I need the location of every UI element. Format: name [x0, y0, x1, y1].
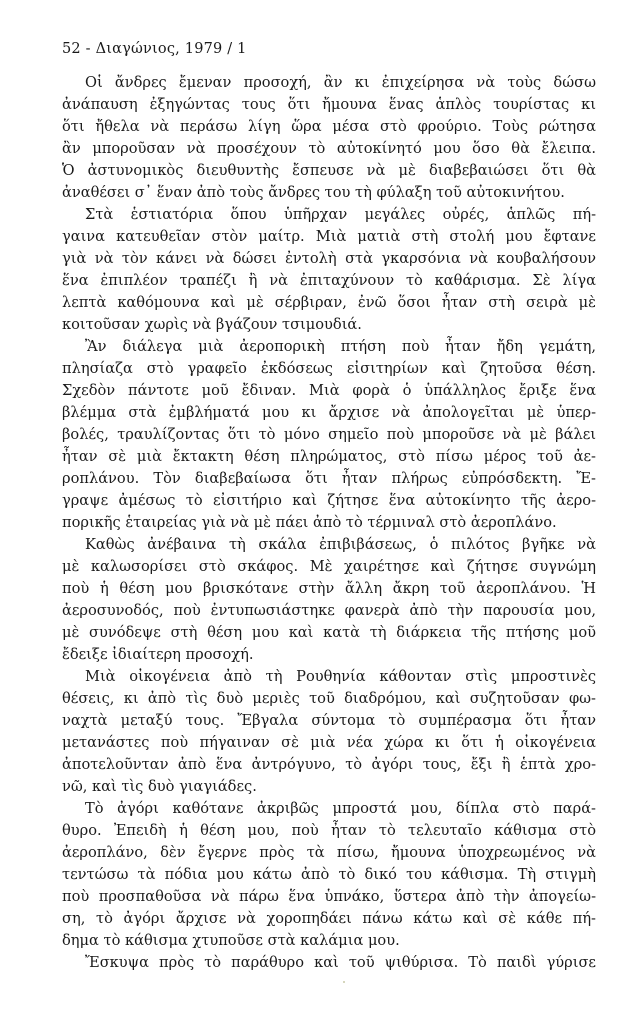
text-line: γραψε ἀμέσως τὸ εἰσιτήριο καὶ ζήτησε ἕνα αὐτοκίνητο τῆς ἀερο- — [62, 492, 596, 509]
text-line: ποὺ προσπαθοῦσα νὰ πάρω ἕνα ὑπνάκο, ὕστερα ἀπὸ τὴν ἀπογείω- — [62, 888, 596, 905]
text-line: μετανάστες ποὺ πήγαιναν σὲ μιὰ νέα χώρα κι ὅτι ἡ οἰκογένεια — [62, 734, 596, 751]
text-line: βλέμμα στὰ ἐμβλήματά μου κι ἄρχισε νὰ ἀπολογεῖται μὲ ὑπερ- — [62, 404, 596, 421]
text-line: ἀνάπαυση ἐξηγώντας τους ὅτι ἤμουνα ἕνας ἁπλὸς τουρίστας κι — [62, 96, 596, 113]
text-line: Μιὰ οἰκογένεια ἀπὸ τὴ Ρουθηνία κάθονταν στὶς μπροστινὲς — [85, 668, 596, 685]
text-line: Ἔσκυψα πρὸς τὸ παράθυρο καὶ τοῦ ψιθύρισα. Τὸ παιδὶ γύρισε — [85, 954, 596, 971]
text-line: ση, τὸ ἀγόρι ἄρχισε νὰ χοροπηδάει πάνω κάτω καὶ σὲ κάθε πή- — [62, 910, 596, 927]
text-line: γαινα κατευθεῖαν στὸν μαίτρ. Μιὰ ματιὰ στὴ στολή μου ἔφτανε — [62, 228, 596, 245]
text-line: πλησίαζα στὸ γραφεῖο ἐκδόσεως εἰσιτηρίων καὶ ζητοῦσα θέση. — [62, 360, 596, 377]
text-line: ἀποτελοῦνταν ἀπὸ ἕνα ἀντρόγυνο, τὸ ἀγόρι τους, ἔξι ἢ ἑπτὰ χρο- — [62, 756, 596, 773]
paper-speck — [343, 981, 345, 983]
text-line: Στὰ ἑστιατόρια ὅπου ὑπῆρχαν μεγάλες οὐρές, ἁπλῶς πή- — [85, 206, 596, 223]
text-line: Καθὼς ἀνέβαινα τὴ σκάλα ἐπιβιβάσεως, ὁ πιλότος βγῆκε νὰ — [85, 536, 596, 553]
text-line: μὲ καλωσορίσει στὸ σκάφος. Μὲ χαιρέτησε καὶ ζήτησε συγνώμη — [62, 558, 596, 575]
text-line: ὅτι ἤθελα νὰ περάσω λίγη ὥρα μέσα στὸ φρούριο. Τοὺς ρώτησα — [62, 118, 596, 135]
text-line: δημα τὸ κάθισμα χτυποῦσε στὰ καλάμια μου. — [62, 932, 400, 949]
text-line: ἔδειξε ἰδιαίτερη προσοχή. — [62, 646, 254, 663]
text-line: μὲ συνόδεψε στὴ θέση μου καὶ κατὰ τὴ διάρκεια τῆς πτήσης μοῦ — [62, 624, 596, 641]
text-line: θέσεις, κι ἀπὸ τὶς δυὸ μεριὲς τοῦ διαδρόμου, καὶ συζητοῦσαν φω- — [62, 690, 596, 707]
text-line: ἀναθέσει σ᾽ ἕναν ἀπὸ τοὺς ἄνδρες του τὴ φύλαξη τοῦ αὐτοκινήτου. — [62, 184, 565, 201]
text-line: κοιτοῦσαν χωρὶς νὰ βγάζουν τσιμουδιά. — [62, 316, 362, 333]
text-line: πορικῆς ἑταιρείας γιὰ νὰ μὲ πάει ἀπὸ τὸ τέρμιναλ στὸ ἀεροπλάνο. — [62, 514, 557, 531]
text-line: τεντώσω τὰ πόδια μου κάτω ἀπὸ τὸ δικό του κάθισμα. Τὴ στιγμὴ — [62, 866, 596, 883]
text-line: ἂν μποροῦσαν νὰ προσέχουν τὸ αὐτοκίνητό μου ὅσο θὰ ἔλειπα. — [62, 140, 596, 157]
text-line: Ἂν διάλεγα μιὰ ἀεροπορικὴ πτήση ποὺ ἦταν ἤδη γεμάτη, — [85, 338, 596, 355]
text-line: Οἱ ἄνδρες ἔμεναν προσοχή, ἂν κι ἐπιχείρησα νὰ τοὺς δώσω — [85, 74, 596, 91]
text-line: ροπλάνου. Τὸν διαβεβαίωσα ὅτι ἦταν πλήρως εὐπρόσδεκτη. Ἔ- — [62, 470, 596, 487]
text-line: λεπτὰ καθόμουνα καὶ μὲ σέρβιραν, ἐνῶ ὅσοι ἦταν στὴ σειρὰ μὲ — [62, 294, 596, 311]
text-line: ἀεροπλάνο, δὲν ἔγερνε πρὸς τὰ πίσω, ἤμουνα ὑποχρεωμένος νὰ — [62, 844, 596, 861]
text-line: γιὰ νὰ τὸν κάνει νὰ δώσει ἐντολὴ στὰ γκαρσόνια νὰ κουβαλήσουν — [62, 250, 596, 267]
text-line: Τὸ ἀγόρι καθότανε ἀκριβῶς μπροστά μου, δίπλα στὸ παρά- — [85, 800, 596, 817]
text-line: ναχτὰ μεταξύ τους. Ἔβγαλα σύντομα τὸ συμπέρασμα ὅτι ἦταν — [62, 712, 596, 729]
text-line: νῶ, καὶ τὶς δυὸ γιαγιάδες. — [62, 778, 257, 795]
page-header: 52 - Διαγώνιος, 1979 / 1 — [62, 41, 247, 57]
text-line: ἀεροσυνοδός, ποὺ ἐντυπωσιάστηκε φανερὰ ἀπὸ τὴν παρουσία μου, — [62, 602, 596, 619]
text-line: ποὺ ἡ θέση μου βρισκότανε στὴν ἄλλη ἄκρη τοῦ ἀεροπλάνου. Ἡ — [62, 580, 596, 597]
text-line: βολές, τραυλίζοντας ὅτι τὸ μόνο σημεῖο ποὺ μποροῦσε νὰ μὲ βάλει — [62, 426, 596, 443]
text-line: θυρο. Ἐπειδὴ ἡ θέση μου, ποὺ ἦταν τὸ τελευταῖο κάθισμα στὸ — [62, 822, 596, 839]
text-line: Σχεδὸν πάντοτε μοῦ ἔδιναν. Μιὰ φορὰ ὁ ὑπάλληλος ἔριξε ἕνα — [62, 382, 596, 399]
text-line: Ὁ ἀστυνομικὸς διευθυντὴς ἔσπευσε νὰ μὲ διαβεβαιώσει ὅτι θὰ — [62, 162, 596, 179]
text-line: ἦταν σὲ μιὰ ἔκτακτη θέση πληρώματος, στὸ πίσω μέρος τοῦ ἀε- — [62, 448, 596, 465]
text-line: ἕνα ἐπιπλέον τραπέζι ἢ νὰ ἐπιταχύνουν τὸ καθάρισμα. Σὲ λίγα — [62, 272, 596, 289]
